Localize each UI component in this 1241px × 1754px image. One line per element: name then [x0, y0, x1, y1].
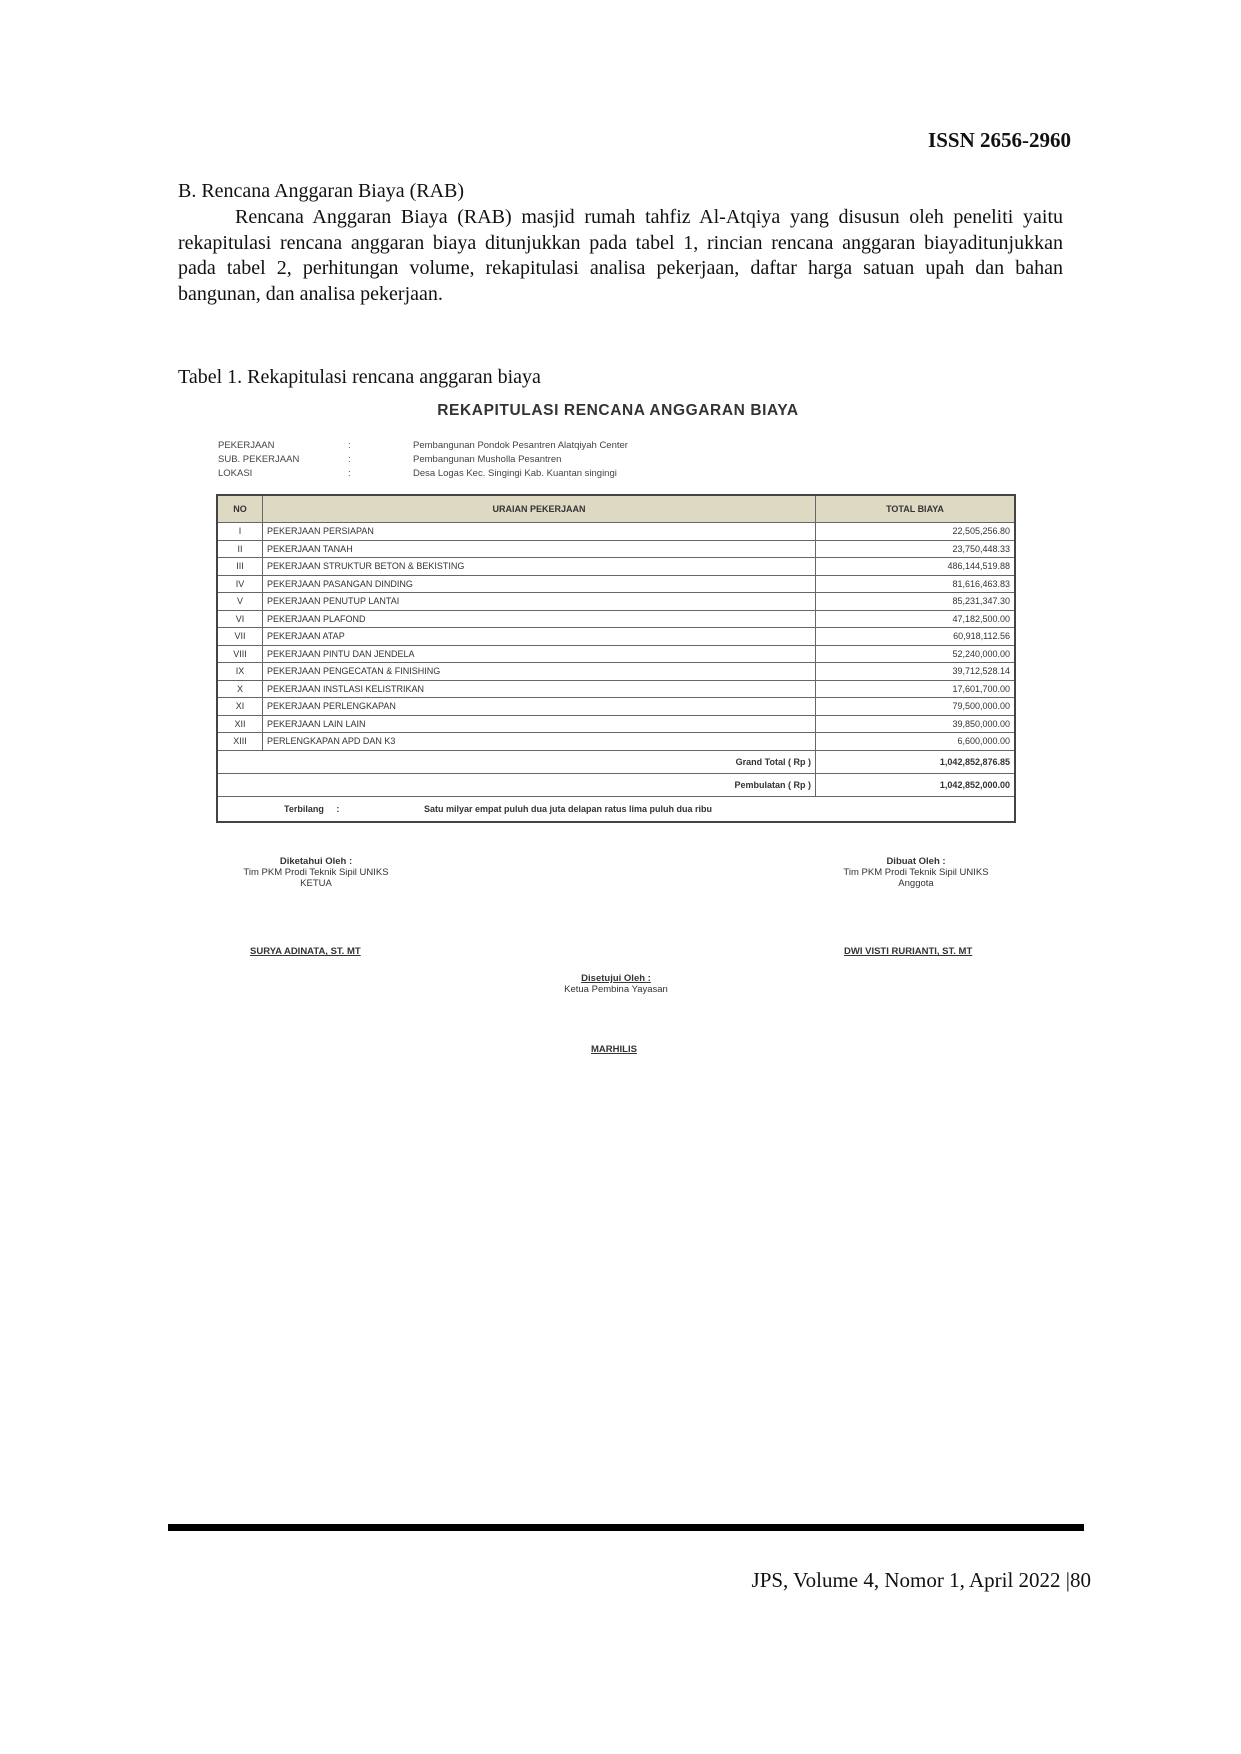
- footer-rule: [168, 1524, 1084, 1531]
- table-row: [217, 558, 1015, 576]
- meta-row-sub-pekerjaan: [218, 454, 561, 465]
- journal-issn: ISSN 2656-2960: [928, 128, 1071, 152]
- rab-table-figure: [216, 398, 1020, 1068]
- row-desc: PEKERJAAN PERLENGKAPAN: [263, 698, 816, 716]
- row-desc: PEKERJAAN PERSIAPAN: [263, 523, 816, 541]
- table-row: [217, 663, 1015, 681]
- row-no: VIII: [217, 645, 263, 663]
- table-row: [217, 645, 1015, 663]
- row-desc: PEKERJAAN INSTLASI KELISTRIKAN: [263, 680, 816, 698]
- row-no: VII: [217, 628, 263, 646]
- sig-right-line2: Anggota: [898, 878, 934, 889]
- row-no: XI: [217, 698, 263, 716]
- page-footer: JPS, Volume 4, Nomor 1, April 2022 |80: [751, 1568, 1091, 1592]
- row-total: 79,500,000.00: [816, 698, 1016, 716]
- sig-right-name: DWI VISTI RURIANTI, ST. MT: [844, 946, 973, 957]
- sig-center-line1: Ketua Pembina Yayasan: [564, 984, 668, 995]
- meta-value: Desa Logas Kec. Singingi Kab. Kuantan singingi: [413, 468, 617, 479]
- row-desc: PEKERJAAN ATAP: [263, 628, 816, 646]
- row-desc: PEKERJAAN PENUTUP LANTAI: [263, 593, 816, 611]
- meta-sep: :: [348, 440, 351, 451]
- terbilang-row: [217, 796, 1015, 822]
- terbilang-cell: [217, 796, 1015, 822]
- table-row: [217, 680, 1015, 698]
- table-row: [217, 628, 1015, 646]
- sig-right-heading: Dibuat Oleh :: [886, 856, 946, 867]
- row-desc: PEKERJAAN LAIN LAIN: [263, 715, 816, 733]
- meta-value: Pembangunan Pondok Pesantren Alatqiyah Center: [413, 440, 628, 451]
- signature-left: [216, 856, 416, 889]
- grand-total-value: 1,042,852,876.85: [816, 750, 1016, 773]
- rounding-label: Pembulatan ( Rp ): [217, 773, 816, 796]
- col-header-no: NO: [217, 495, 263, 523]
- sig-left-name: SURYA ADINATA, ST. MT: [250, 946, 361, 957]
- section-title: B. Rencana Anggaran Biaya (RAB): [178, 180, 465, 202]
- row-no: XII: [217, 715, 263, 733]
- table-row: [217, 593, 1015, 611]
- row-no: VI: [217, 610, 263, 628]
- table-row: [217, 575, 1015, 593]
- row-desc: PEKERJAAN PASANGAN DINDING: [263, 575, 816, 593]
- row-total: 23,750,448.33: [816, 540, 1016, 558]
- sig-left-heading: Diketahui Oleh :: [279, 856, 353, 867]
- row-no: I: [217, 523, 263, 541]
- row-no: III: [217, 558, 263, 576]
- terbilang-value: Satu milyar empat puluh dua juta delapan ratus lima puluh dua ribu: [424, 803, 713, 814]
- row-desc: PEKERJAAN TANAH: [263, 540, 816, 558]
- row-total: 39,712,528.14: [816, 663, 1016, 681]
- meta-row-pekerjaan: [218, 440, 628, 451]
- sig-center-heading: Disetujui Oleh :: [581, 973, 651, 984]
- row-no: XIII: [217, 733, 263, 751]
- row-total: 81,616,463.83: [816, 575, 1016, 593]
- table-caption: Tabel 1. Rekapitulasi rencana anggaran biaya: [178, 366, 541, 388]
- col-header-total: TOTAL BIAYA: [816, 495, 1016, 523]
- table-row: [217, 540, 1015, 558]
- signature-right: [816, 856, 1016, 889]
- meta-key: SUB. PEKERJAAN: [218, 454, 300, 465]
- table-row: [217, 733, 1015, 751]
- body-paragraph: Rencana Anggaran Biaya (RAB) masjid rumah tahfiz Al-Atqiya yang disusun oleh peneliti yaitu rekapitulasi rencana anggaran biaya ditunjukkan pada tabel 1, rincian rencana anggaran biayaditunjukkan pada tabel 2, perhitungan volume, rekapitulasi analisa pekerjaan, daftar harga satuan upah dan bahan bangunan, dan analisa pekerjaan.: [178, 206, 1063, 305]
- row-total: 17,601,700.00: [816, 680, 1016, 698]
- row-desc: PEKERJAAN PENGECATAN & FINISHING: [263, 663, 816, 681]
- terbilang-sep: :: [336, 803, 340, 814]
- row-total: 22,505,256.80: [816, 523, 1016, 541]
- grand-total-row: [217, 750, 1015, 773]
- row-total: 85,231,347.30: [816, 593, 1016, 611]
- meta-value: Pembangunan Musholla Pesantren: [413, 454, 562, 465]
- rounding-row: [217, 773, 1015, 796]
- table-row: [217, 698, 1015, 716]
- table-row: [217, 523, 1015, 541]
- row-desc: PEKERJAAN PINTU DAN JENDELA: [263, 645, 816, 663]
- rounding-value: 1,042,852,000.00: [816, 773, 1016, 796]
- row-total: 6,600,000.00: [816, 733, 1016, 751]
- meta-key: LOKASI: [218, 468, 253, 479]
- meta-key: PEKERJAAN: [218, 440, 275, 451]
- row-total: 52,240,000.00: [816, 645, 1016, 663]
- meta-sep: :: [348, 468, 351, 479]
- table-row: [217, 610, 1015, 628]
- row-desc: PEKERJAAN STRUKTUR BETON & BEKISTING: [263, 558, 816, 576]
- table-row: [217, 715, 1015, 733]
- sig-left-line1: Tim PKM Prodi Teknik Sipil UNIKS: [243, 867, 389, 878]
- sig-right-line1: Tim PKM Prodi Teknik Sipil UNIKS: [843, 867, 989, 878]
- table-header-row: [217, 495, 1015, 523]
- figure-title: REKAPITULASI RENCANA ANGGARAN BIAYA: [437, 402, 799, 419]
- sig-left-line2: KETUA: [300, 878, 332, 889]
- row-no: II: [217, 540, 263, 558]
- row-no: IX: [217, 663, 263, 681]
- sig-center-name: MARHILIS: [591, 1044, 637, 1055]
- row-no: V: [217, 593, 263, 611]
- rab-table: [216, 494, 1016, 823]
- terbilang-label: Terbilang: [284, 803, 324, 814]
- row-desc: PEKERJAAN PLAFOND: [263, 610, 816, 628]
- meta-row-lokasi: [218, 468, 617, 479]
- row-no: X: [217, 680, 263, 698]
- row-total: 47,182,500.00: [816, 610, 1016, 628]
- row-desc: PERLENGKAPAN APD DAN K3: [263, 733, 816, 751]
- meta-sep: :: [348, 454, 351, 465]
- col-header-desc: URAIAN PEKERJAAN: [263, 495, 816, 523]
- signature-center: [516, 973, 716, 995]
- grand-total-label: Grand Total ( Rp ): [217, 750, 816, 773]
- row-total: 486,144,519.88: [816, 558, 1016, 576]
- row-total: 39,850,000.00: [816, 715, 1016, 733]
- row-total: 60,918,112.56: [816, 628, 1016, 646]
- row-no: IV: [217, 575, 263, 593]
